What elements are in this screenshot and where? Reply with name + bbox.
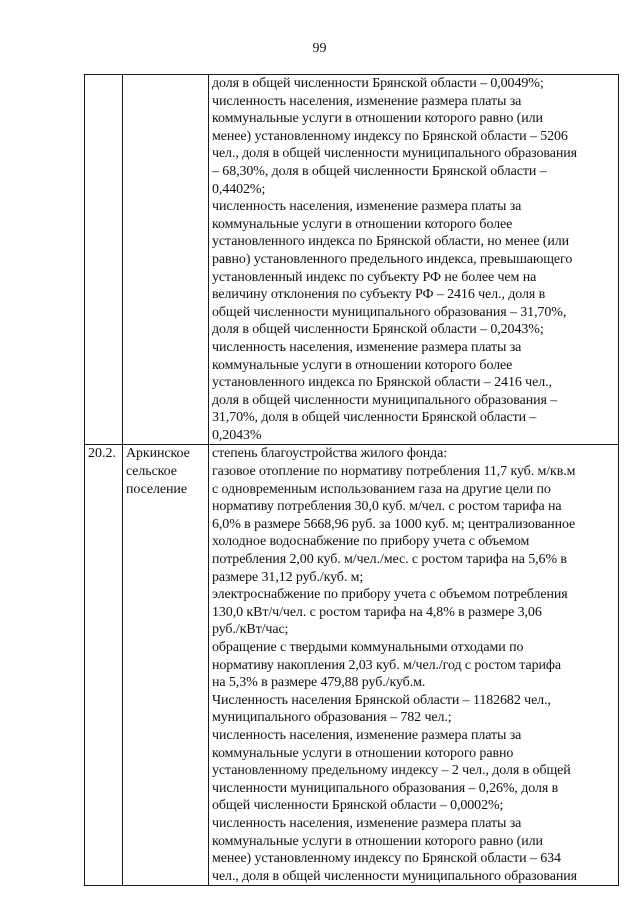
text-line: установленного индекса по Брянской области, но менее (или: [212, 234, 570, 250]
text-line: численности муниципального образования – 0,26%, доля в: [212, 780, 559, 796]
text-line: Численность населения Брянской области – 1182682 чел.,: [212, 692, 551, 708]
text-line: газовое отопление по нормативу потребления 11,7 куб. м/кв.м: [212, 464, 576, 480]
text-line: коммунальные услуги в отношении которого равно: [212, 745, 514, 761]
text-line: величину отклонения по субъекту РФ – 2416 чел., доля в: [212, 287, 546, 303]
text-line: численность населения, изменение размера платы за: [212, 815, 522, 831]
text-line: 31,70%, доля в общей численности Брянской области –: [212, 410, 537, 426]
text-line: равно) установленного предельного индекса, превышающего: [212, 251, 573, 267]
text-line: 6,0% в размере 5668,96 руб. за 1000 куб. м; централизованное: [212, 516, 576, 532]
text-line: обращение с твердыми коммунальными отходами по: [212, 640, 524, 655]
text-line: доля в общей численности Брянской области – 0,0049%;: [212, 76, 544, 91]
row-number-cell: 20.2.: [85, 445, 123, 886]
text-line: 0,4402%;: [212, 181, 266, 197]
municipality-name-line: поселение: [126, 481, 187, 497]
text-line: холодное водоснабжение по прибору учета с объемом: [212, 534, 530, 550]
text-line: менее) установленному индексу по Брянской области – 634: [212, 851, 561, 867]
text-line: коммунальные услуги в отношении которого более: [212, 357, 513, 373]
municipality-name-line: Аркинское: [126, 446, 190, 462]
text-line: численность населения, изменение размера платы за: [212, 727, 522, 743]
text-line: нормативу потребления 30,0 куб. м/чел. с ростом тарифа на: [212, 499, 562, 515]
row-number-cell: [85, 75, 123, 445]
municipality-name-line: сельское: [126, 464, 177, 480]
text-line: – 68,30%, доля в общей численности Брянской области –: [212, 163, 547, 179]
text-line: коммунальные услуги в отношении которого равно (или: [212, 833, 543, 849]
text-line: численность населения, изменение размера платы за: [212, 93, 522, 109]
text-line: коммунальные услуги в отношении которого более: [212, 216, 513, 232]
text-line: доля в общей численности муниципального образования –: [212, 392, 558, 408]
municipality-name-cell: [123, 445, 209, 886]
municipality-name-cell: [123, 75, 209, 445]
description-cell: [209, 445, 619, 886]
table-row: [85, 75, 619, 445]
text-line: установленный индекс по субъекту РФ не более чем на: [212, 269, 537, 285]
page-number: 99: [312, 41, 327, 56]
text-line: менее) установленному индексу по Брянской области – 5206: [212, 128, 568, 144]
text-line: степень благоустройства жилого фонда:: [212, 446, 448, 462]
text-line: численность населения, изменение размера платы за: [212, 199, 522, 215]
text-line: доля в общей численности Брянской области – 0,2043%;: [212, 322, 544, 338]
text-line: с одновременным использованием газа на другие цели по: [212, 481, 551, 497]
text-line: размере 31,12 руб./куб. м;: [212, 569, 364, 585]
text-line: чел., доля в общей численности муниципального образования: [212, 146, 577, 162]
text-line: муниципального образования – 782 чел.;: [212, 710, 452, 726]
text-line: электроснабжение по прибору учета с объемом потребления: [212, 587, 568, 603]
text-line: чел., доля в общей численности муниципального образования: [212, 868, 577, 884]
municipality-table: [84, 74, 619, 886]
text-line: общей численности Брянской области – 0,0002%;: [212, 798, 504, 814]
text-line: 130,0 кВт/ч/чел. с ростом тарифа на 4,8% в размере 3,06: [212, 604, 542, 620]
table-row: [85, 445, 619, 886]
text-line: установленному предельному индексу – 2 чел., доля в общей: [212, 763, 571, 779]
text-line: потребления 2,00 куб. м/чел./мес. с ростом тарифа на 5,6% в: [212, 552, 567, 568]
text-line: 0,2043%: [212, 427, 262, 443]
text-line: на 5,3% в размере 479,88 руб./куб.м.: [212, 675, 426, 691]
text-line: нормативу накопления 2,03 куб. м/чел./год с ростом тарифа: [212, 657, 561, 673]
text-line: руб./кВт/час;: [212, 622, 289, 638]
text-line: общей численности муниципального образования – 31,70%,: [212, 304, 567, 320]
text-line: коммунальные услуги в отношении которого равно (или: [212, 111, 543, 127]
text-line: численность населения, изменение размера платы за: [212, 339, 522, 355]
description-cell: [209, 75, 619, 445]
text-line: установленного индекса по Брянской области – 2416 чел.,: [212, 375, 552, 391]
